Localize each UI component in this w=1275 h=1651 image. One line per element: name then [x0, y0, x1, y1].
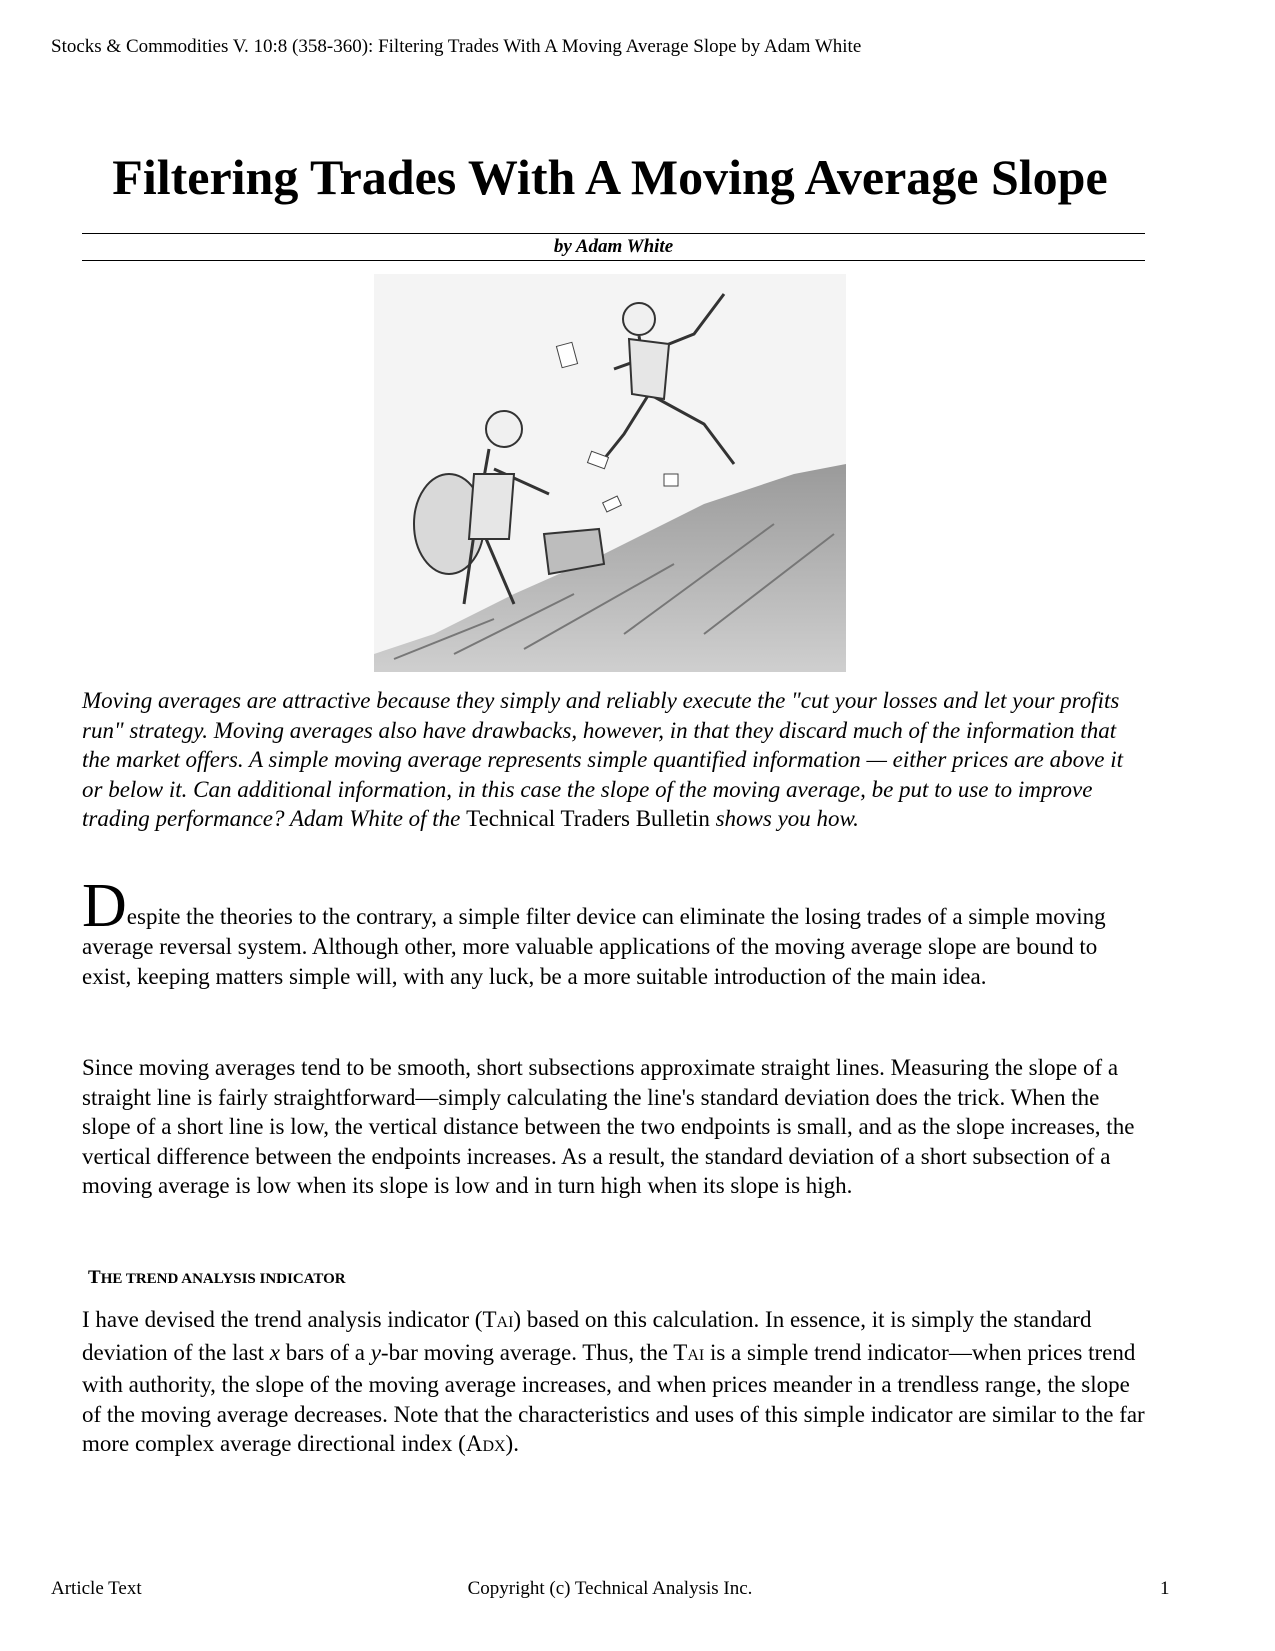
intro-deck	[82, 686, 1146, 834]
tai-cap: T	[482, 1307, 497, 1332]
paragraph-3	[82, 1305, 1146, 1462]
intro-text: Moving averages are attractive because they simply and reliably execute the "cut your losses and let your profits run" strategy. Moving averages also have drawbacks, however, in that they discard much of the information that the market offers. A simple moving average represents simple quantified information — either prices are above it or below it. Can additional information, in this case the slope of the moving average, be put to use to improve trading performance? Adam White of the	[82, 688, 1124, 831]
var-x: x	[269, 1339, 281, 1365]
paragraph-1-text: espite the theories to the contrary, a simple filter device can eliminate the losing trades of a simple moving average reversal system. Although other, more valuable applications of the moving average slope are bound to exist, keeping matters simple will, with any luck, be a more suitable introduction of the main idea.	[82, 904, 1106, 989]
article-title: Filtering Trades With A Moving Average Slope	[112, 149, 1108, 205]
tai2-cap: T	[673, 1339, 688, 1365]
section-heading-cap: T	[88, 1267, 101, 1288]
footer-copyright: Copyright (c) Technical Analysis Inc.	[467, 1578, 753, 1599]
tai2-rest: AI	[687, 1346, 705, 1364]
p3-text-c: bars of a	[280, 1339, 371, 1365]
p3-text-e: is a simple trend indicator—when prices trend with authority, the slope of the moving average increases, and when prices meander in a trendless range, the slope of the moving average decreases. Note that the characteristics and uses of this simple indicator are similar to the far more complex average directional index (	[82, 1339, 1145, 1456]
adx-cap: A	[465, 1431, 483, 1456]
paragraph-2: Since moving averages tend to be smooth, short subsections approximate straight lines. Measuring the slope of a straight line is fairly straightforward—simply calculating the line's standard deviation does the trick. When the slope of a short line is low, the vertical distance between the two endpoints is small, and as the slope increases, the vertical difference between the endpoints increases. As a result, the standard deviation of a short subsection of a moving average is low when its slope is low and in turn high when its slope is high.	[82, 1055, 1135, 1198]
page-number: 1	[1160, 1578, 1170, 1599]
cartoon-illustration	[374, 274, 846, 672]
running-head: Stocks & Commodities V. 10:8 (358-360): Filtering Trades With A Moving Average Slope by Adam White	[51, 36, 862, 57]
drop-cap: D	[82, 872, 127, 940]
section-heading-rest: HE TREND ANALYSIS INDICATOR	[100, 1271, 346, 1287]
var-y: y	[370, 1339, 381, 1365]
byline: by Adam White	[82, 233, 1145, 261]
section-heading	[88, 1267, 346, 1289]
footer-label: Article Text	[51, 1578, 142, 1599]
p3-text-f: ).	[505, 1431, 519, 1456]
p3-text-d: -bar moving average. Thus, the	[380, 1339, 674, 1365]
p3-text-a: I have devised the trend analysis indicator (	[82, 1307, 483, 1332]
tai-rest: AI	[496, 1314, 514, 1331]
p3-text-b: ) based on this calculation. In essence, it is simply the standard deviation of the last	[82, 1307, 1092, 1365]
paragraph-1	[82, 872, 1146, 991]
adx-rest: DX	[482, 1438, 506, 1455]
cartoon-illustration-icon	[374, 274, 846, 672]
intro-end: shows you how.	[709, 806, 859, 831]
publication-name: Technical Traders Bulletin	[466, 806, 710, 831]
